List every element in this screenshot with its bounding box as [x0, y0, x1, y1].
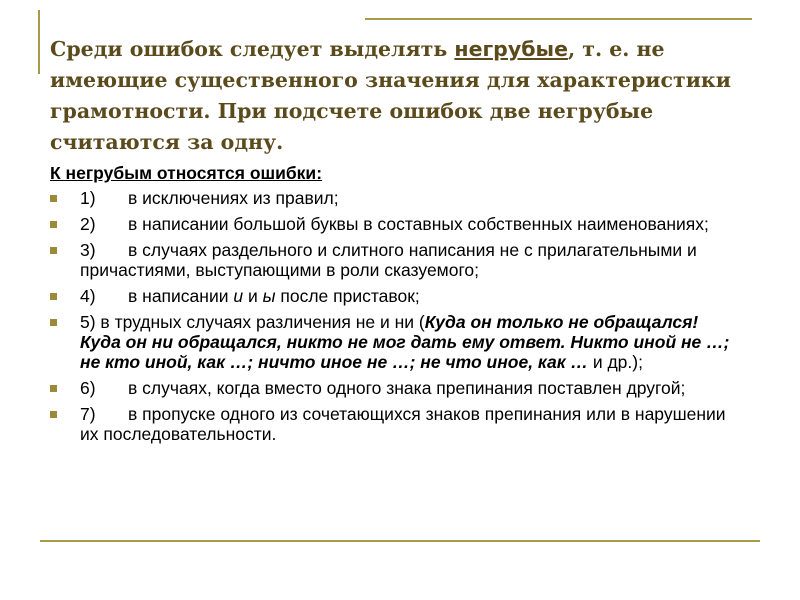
list-item-7 — [50, 404, 740, 444]
item-number: 4) — [80, 286, 96, 306]
title-part2: , т. е. не имеющие существенного значения для характеристики грамотности. При подсчете ошибок две негрубые считаются за одну. — [50, 37, 731, 154]
item-number: 3) — [80, 240, 96, 260]
error-list — [50, 188, 740, 444]
item-text: в случаях раздельного и слитного написания не с прилагательными и причастиями, выступающими в роли сказуемого; — [80, 240, 697, 280]
title-part1: Среди ошибок следует выделять — [50, 37, 455, 61]
item-examples: Куда он только не обращался! Куда он ни обращался, никто не мог дать ему ответ. Никто иной не …; не кто иной, как …; ничто иное не …; не что иное, как … — [80, 312, 730, 372]
item-text: в исключениях из правил; — [128, 188, 339, 208]
list-item-4 — [50, 286, 740, 306]
square-bullet-icon — [50, 195, 57, 202]
square-bullet-icon — [50, 247, 57, 254]
item-number: 1) — [80, 188, 96, 208]
square-bullet-icon — [50, 319, 57, 326]
decorative-top-line — [365, 18, 752, 20]
item-italic-letter-y: ы — [262, 286, 276, 306]
title-underlined-word: негрубые — [454, 37, 568, 61]
item-suffix: и др.); — [587, 352, 643, 372]
item-italic-letter-i: и — [233, 286, 244, 306]
item-text: в пропуске одного из сочетающихся знаков препинания или в нарушении их последовательности. — [80, 404, 726, 444]
list-item-1 — [50, 188, 740, 208]
slide-body — [50, 163, 740, 450]
item-prefix: 5) в трудных случаях различения не и ни ( — [80, 312, 425, 332]
item-text-a: в написании — [128, 286, 234, 306]
list-item-2 — [50, 214, 740, 234]
item-number: 2) — [80, 214, 96, 234]
square-bullet-icon — [50, 293, 57, 300]
item-text-b: и — [243, 286, 263, 306]
item-number: 6) — [80, 378, 96, 398]
list-item-5 — [50, 312, 740, 372]
item-text: в написании большой буквы в составных собственных наименованиях; — [128, 214, 709, 234]
item-text: в случаях, когда вместо одного знака препинания поставлен другой; — [128, 378, 686, 398]
subheading: К негрубым относятся ошибки: — [50, 163, 323, 183]
square-bullet-icon — [50, 385, 57, 392]
list-item-3 — [50, 240, 740, 280]
list-item-6 — [50, 378, 740, 398]
slide-title — [50, 34, 740, 158]
item-text-c: после приставок; — [275, 286, 420, 306]
item-number: 7) — [80, 404, 96, 424]
square-bullet-icon — [50, 411, 57, 418]
square-bullet-icon — [50, 221, 57, 228]
decorative-bottom-line — [40, 540, 760, 542]
decorative-vertical-line — [38, 10, 40, 74]
